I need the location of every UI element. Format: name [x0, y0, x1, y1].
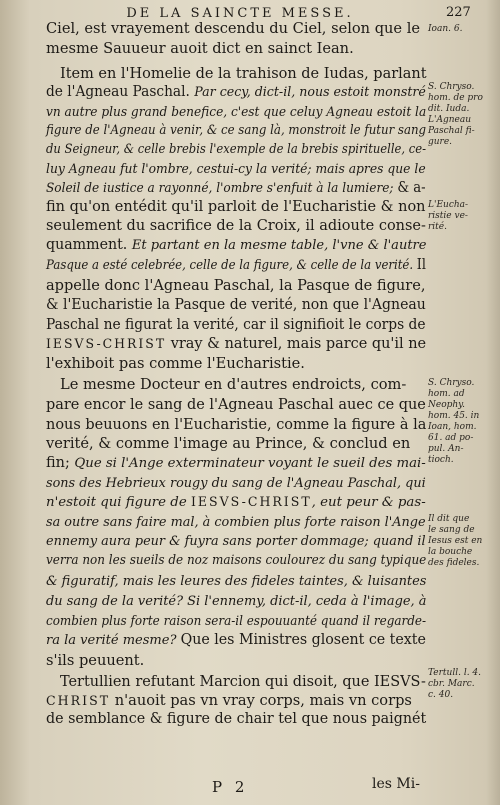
text-line [60, 65, 427, 83]
text-run: de semblance & figure de chair tel que nous paignét [46, 710, 427, 727]
text-run: n'auoit pas vn vray corps, mais vn corps [110, 692, 412, 709]
text-run: Le mesme Docteur en d'autres endroicts, com- [60, 376, 407, 393]
text-line [46, 20, 420, 38]
catchword: les Mi- [372, 776, 420, 792]
margin-note-line: gure. [428, 137, 453, 147]
text-run: seulement du sacrifice de la Croix, il adioute conse- [46, 217, 426, 234]
text-line [46, 612, 426, 631]
margin-note-line: des fideles. [428, 558, 480, 568]
text-line [46, 710, 426, 728]
text-line [46, 454, 426, 473]
text-line [46, 160, 426, 179]
margin-note-line: cbr. Marc. [428, 679, 475, 689]
margin-note-line: L'Eucha- [428, 200, 469, 210]
margin-note-line: le sang de [428, 525, 475, 535]
margin-note-line: Ioan, hom. [428, 422, 477, 432]
margin-note [428, 514, 482, 569]
margin-note-line: Neophy. [428, 400, 465, 410]
text-line [46, 631, 426, 650]
text-run: IESVS-CHRIST [46, 336, 167, 351]
text-run: & a- [397, 179, 426, 196]
margin-note-line: ristie ve- [428, 211, 468, 221]
text-run: ra la verité mesme? [46, 633, 181, 648]
text-run: mesme Sauueur auoit dict en sainct Iean. [46, 40, 354, 57]
text-run: Item en l'Homelie de la trahison de Iudas, parlant [60, 65, 427, 82]
text-run: , eut peur & pas- [311, 495, 426, 510]
text-run: Par cecy, dict-il, nous estoit monstré [194, 85, 426, 100]
text-line [46, 256, 426, 275]
margin-note-line: hom. 45. in [428, 411, 480, 421]
text-run: Paschal ne figurat la verité, car il signifioit le corps de [46, 316, 426, 333]
text-line [46, 592, 426, 611]
margin-note [428, 200, 468, 233]
text-line [60, 376, 406, 394]
text-run: figure de l'Agneau à venir, & ce sang là, monstroit le futur sang [46, 123, 427, 138]
text-run: verra non les sueils de noz maisons coulourez du sang typique [46, 553, 427, 568]
text-line [46, 335, 426, 353]
text-run: quamment. [46, 236, 132, 253]
margin-note-line: pul. An- [428, 444, 464, 454]
margin-note-line: Tertull. l. 4. [428, 668, 482, 678]
text-run: s'ils peuuent. [46, 652, 145, 669]
text-line [46, 217, 426, 235]
text-line [46, 396, 426, 414]
margin-note-line: dit. Iuda. [428, 104, 470, 114]
text-line [46, 179, 426, 198]
text-run: Et partant en la mesme table, l'vne & l'autre [131, 238, 427, 253]
margin-note-line: S. Chryso. [428, 378, 475, 388]
text-run: Ciel, est vrayement descendu du Ciel, selon que le [46, 20, 421, 37]
text-run: du sang de la verité? Si l'ennemy, dict-il, ceda à l'image, à [46, 594, 427, 609]
page-fold-shadow [486, 0, 500, 805]
margin-note [428, 82, 483, 148]
text-run: ennemy aura peur & fuyra sans porter dommage; quand il [46, 534, 426, 549]
text-line [46, 277, 425, 295]
text-run: Il [416, 256, 426, 273]
margin-note-line: Ioan. 6. [428, 24, 463, 34]
text-run: IESVS-CHRIST [190, 494, 312, 509]
text-line [46, 474, 426, 493]
text-line [46, 198, 425, 216]
text-line [46, 140, 426, 159]
margin-note [428, 668, 481, 701]
text-run: sa outre sans faire mal, à combien plus forte raison l'Ange [46, 515, 426, 530]
text-line [46, 692, 412, 710]
text-run: vn autre plus grand benefice, c'est que celuy Agneau estoit la [46, 105, 427, 120]
text-line [46, 103, 426, 122]
text-line [46, 355, 305, 373]
text-line [46, 296, 426, 314]
text-run: Pasque a esté celebrée, celle de la figure, & celle de la verité. [46, 258, 417, 273]
text-run: Tertullien refutant Marcion qui disoit, que IESVS- [60, 673, 426, 690]
margin-note-line: rité. [428, 222, 447, 232]
text-line [46, 316, 426, 334]
text-line [46, 83, 426, 102]
margin-note-line: Paschal fi- [428, 126, 475, 136]
text-line [46, 416, 426, 434]
text-line [46, 532, 426, 551]
text-run: combien plus forte raison sera-il espouuanté quand il regarde- [46, 614, 427, 629]
margin-note [428, 378, 479, 466]
text-run: de l'Agneau Paschal. [46, 83, 195, 100]
text-run: du Seigneur, & celle brebis l'exemple de la brebis spirituelle, ce- [46, 142, 426, 157]
text-run: nous beuuons en l'Eucharistie, comme la figure à la [46, 416, 427, 433]
text-run: pare encor le sang de l'Agneau Paschal auec ce que [46, 396, 426, 413]
text-run: fin; [46, 454, 75, 471]
signature-mark: P 2 [212, 778, 249, 796]
text-line [46, 493, 426, 512]
text-line [46, 121, 426, 140]
text-run: vray & naturel, mais parce qu'il ne [166, 335, 427, 352]
text-run: verité, & comme l'image au Prince, & conclud en [46, 435, 411, 452]
text-line [46, 236, 426, 255]
text-run: Que les Ministres glosent ce texte [180, 631, 426, 648]
text-run: appelle donc l'Agneau Paschal, la Pasque de figure, [46, 277, 426, 294]
text-line [46, 40, 354, 58]
text-line [46, 572, 426, 591]
text-run: sons des Hebrieux rougy du sang de l'Agneau Paschal, qui [46, 476, 426, 491]
text-line [46, 513, 426, 532]
margin-note-line: c. 40. [428, 690, 454, 700]
margin-note-line: L'Agneau [428, 115, 471, 125]
text-run: luy Agneau fut l'ombre, cestui-cy la verité; mais apres que le [46, 162, 426, 177]
running-head: DE LA SAINCTE MESSE. [126, 6, 354, 21]
text-run: & figuratif, mais les leures des fideles taintes, & luisantes [46, 574, 427, 589]
text-run: & l'Eucharistie la Pasque de verité, non que l'Agneau [46, 296, 426, 313]
text-line [46, 652, 144, 670]
margin-note-line: S. Chryso. [428, 82, 475, 92]
margin-note-line: la bouche [428, 547, 473, 557]
text-run: Que si l'Ange exterminateur voyant le sueil des mai- [74, 456, 426, 471]
margin-note-line: hom. ad [428, 389, 465, 399]
margin-note [428, 24, 462, 35]
page-number: 227 [446, 5, 471, 20]
text-run: Soleil de iustice a rayonné, l'ombre s'enfuit à la lumiere; [46, 181, 398, 196]
margin-note-line: Iesus est en [428, 536, 483, 546]
text-run: CHRIST [46, 693, 111, 708]
text-line [46, 435, 410, 453]
margin-note-line: 61. ad po- [428, 433, 474, 443]
text-run: l'exhiboit pas comme l'Eucharistie. [46, 355, 305, 372]
margin-note-line: Il dit que [428, 514, 470, 524]
text-run: fin qu'on entédit qu'il parloit de l'Eucharistie & non [46, 198, 426, 215]
margin-note-line: tioch. [428, 455, 454, 465]
text-run: n'estoit qui figure de [46, 495, 191, 510]
text-line [60, 673, 426, 691]
text-line [46, 551, 426, 570]
margin-note-line: hom. de pro [428, 93, 483, 103]
